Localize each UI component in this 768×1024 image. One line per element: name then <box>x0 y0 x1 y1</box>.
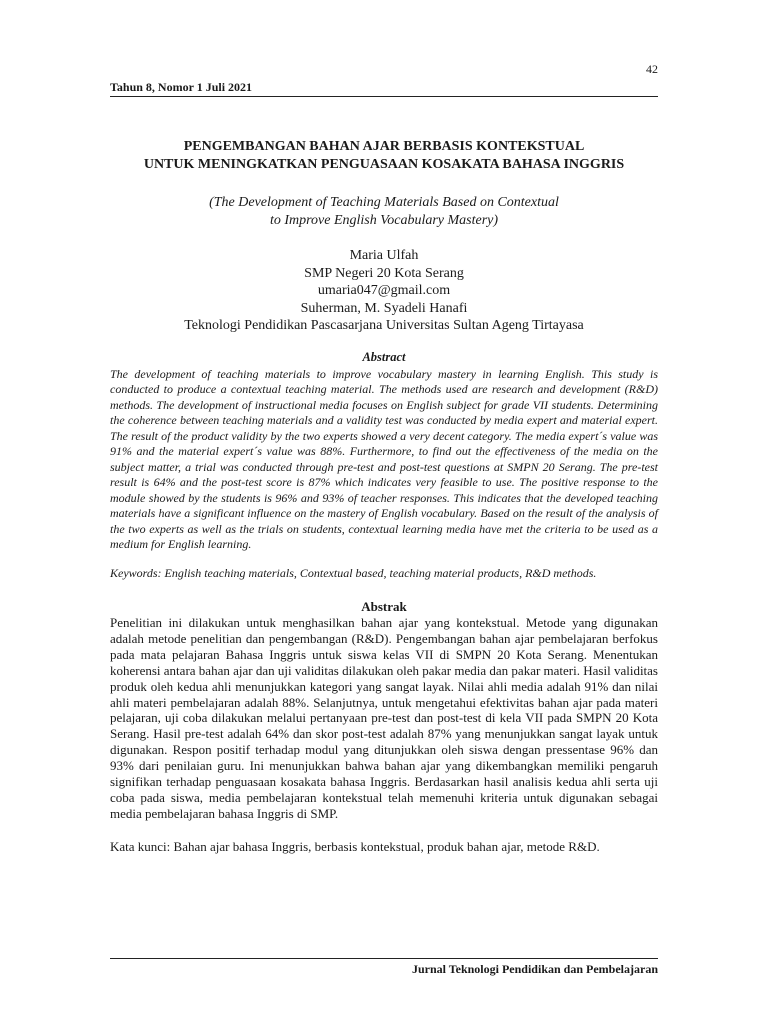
author-block <box>110 247 658 335</box>
author-affiliation: SMP Negeri 20 Kota Serang <box>304 265 464 281</box>
abstract-text: The development of teaching materials to improve vocabulary mastery in learning English. This study is conducted to produce a contextual teaching material. The methods used are research and development (R&D) methods. The development of instructional media focuses on English subject for grade VII students. Determining the coherence between teaching materials and a validity test was conducted by media expert and material expert. The result of the product validity by the two experts showed a very decent category. The media expert´s value was 91% and the material expert´s value was 88%. Furthermore, to find out the effectiveness of the media on the subject matter, a trial was conducted through pre-test and post-test questions at SMPN 20 Serang. The pre-test result is 64% and the post-test score is 87% which indicates very feasible to use. The positive response to the module showed by the students is 96% and 93% of teacher responses. This indicates that the developed teaching materials have a significant influence on the mastery of English vocabulary. Based on the result of the analysis of the two experts as well as the trials on students, contextual learning media have met the criteria to be used as a medium for English learning. <box>110 366 658 551</box>
abstrak-heading: Abstrak <box>361 599 407 614</box>
abstract-heading: Abstract <box>362 349 406 364</box>
header-divider <box>110 96 658 97</box>
article-title-english <box>110 194 658 230</box>
author-email: umaria047@gmail.com <box>317 283 451 298</box>
co-author-names: Suherman, M. Syadeli Hanafi <box>300 300 468 316</box>
abstrak-text: Penelitian ini dilakukan untuk menghasilkan bahan ajar yang kontekstual. Metode yang digunakan adalah metode penelitian dan pengembangan (R&D). Pengembangan bahan ajar pembelajaran berfokus pada mata pelajaran Bahasa Inggris untuk siswa kelas VII di SMPN 20 Kota Serang. Menentukan koherensi antara bahan ajar dan uji validitas dilakukan oleh pakar media dan pakar materi. Hasil validitas produk oleh kedua ahli menunjukkan kategori yang sangat layak. Nilai ahli media adalah 91% dan nilai ahli materi pembelajaran adalah 88%. Selanjutnya, untuk mengetahui efektivitas bahan ajar pada materi pelajaran, uji coba dilakukan melalui pertanyaan pre-test dan post-test di kela VII pada SMPN 20 Kota Serang. Hasil pre-test adalah 64% dan skor post-test adalah 87% yang menunjukkan sangat layak untuk digunakan. Respon positif terhadap modul yang ditunjukkan oleh siswa dengan pressentase 96% dan 93% dari penilaian guru. Ini menunjukkan bahwa bahan ajar yang dikembangkan memiliki pengaruh signifikan terhadap penguasaan kosakata bahasa Inggris. Berdasarkan hasil analisis kedua ahli serta uji coba pada siswa, media pembelajaran kontekstual telah memenuhi kriteria untuk digunakan sebagai media pembelajaran bahasa Inggris di SMP. <box>110 615 658 821</box>
article-body <box>110 138 658 855</box>
footer-divider <box>110 958 658 959</box>
article-title-english-line: (The Development of Teaching Materials Based on Contextual <box>209 195 559 210</box>
author-name: Maria Ulfah <box>349 248 419 263</box>
co-author-affiliation: Teknologi Pendidikan Pascasarjana Universitas Sultan Ageng Tirtayasa <box>184 318 584 333</box>
page-number: 42 <box>646 62 658 76</box>
article-title-line: PENGEMBANGAN BAHAN AJAR BERBASIS KONTEKSTUAL <box>183 139 585 154</box>
kata-kunci: Kata kunci: Bahan ajar bahasa Inggris, berbasis kontekstual, produk bahan ajar, metode R&D. <box>110 838 600 854</box>
keywords: Keywords: English teaching materials, Contextual based, teaching material products, R&D methods. <box>110 565 597 580</box>
article-title <box>110 138 658 174</box>
article-title-line: UNTUK MENINGKATKAN PENGUASAAN KOSAKATA BAHASA INGGRIS <box>143 157 625 172</box>
journal-issue: Tahun 8, Nomor 1 Juli 2021 <box>110 80 253 94</box>
article-title-english-line: to Improve English Vocabulary Mastery) <box>269 213 499 228</box>
footer-journal-name: Jurnal Teknologi Pendidikan dan Pembelajaran <box>411 962 658 976</box>
